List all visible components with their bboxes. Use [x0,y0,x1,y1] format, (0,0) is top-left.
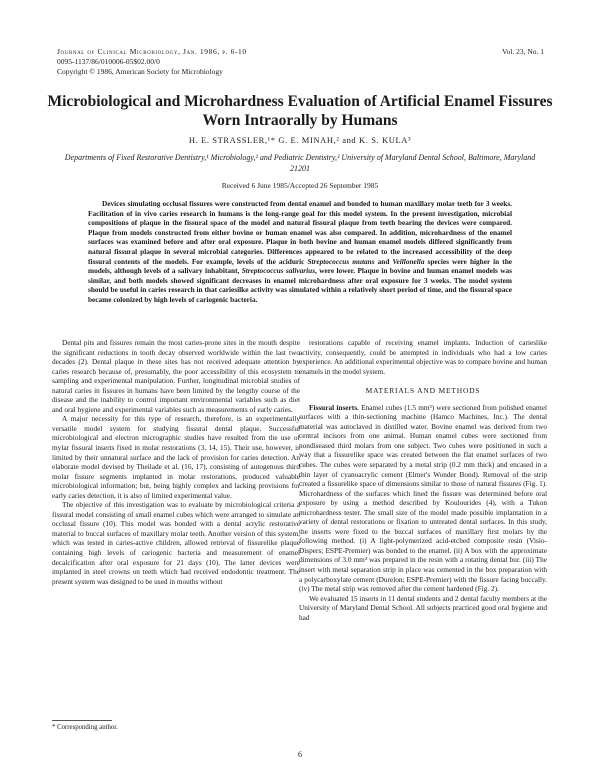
section-heading: MATERIALS AND METHODS [365,386,481,396]
methods-paragraph: Fissural inserts. Enamel cubes (1.5 mm³) were sectioned from polished enamel surfaces with a thin-sectioning machine (Hamco Machines, Inc.). The dental material was autoclaved in distilled water. Bovine enamel was derived from two central incisors from one animal. Human enamel cubes were sectioned from nondiseased third molars from one subject. Two cubes were positioned in such a way that a fissurelike space was created between the flat enamel surfaces of two cubes. The cubes were separated by a metal strip (0.2 mm thick) and encased in a thin layer of cyanoacrylic cement (Elmer's Wonder Bond). Removal of the strip created a fissurelike space of dimensions similar to those of natural fissures (Fig. 1). Microhardness of the surfaces which lined the fissure was determined before oral exposure by using a method described by Koulourides (4), with a Tukon microhardness tester. The small size of the model made possible implantation in a variety of dental restorations or fixation to untreated dental surfaces. In this study, the inserts were fixed to the buccal surfaces of maxillary first molars by the following method. (i) A light-polymerized acid-etched composite resin (Visio-Dispers; ESPE-Premier) was bonded to the enamel. (ii) A box with the approximate dimensions of 3.0 mm³ was prepared in the resin with a rotating dental bur. (iii) The insert with metal separation strip in place was cemented in the box preparation with a polycarboxylate cement (Durelon; ESPE-Premier) with the fissure facing buccally. (iv) The metal strip was removed after the cement hardened (Fig. 2). [299,402,547,594]
journal-header [57,47,247,77]
author-affiliations: Departments of Fixed Restorative Dentistry,¹ Microbiology,² and Pediatric Dentistry,³ University of Maryland Dental School, Baltimore, Maryland 21201 [64,153,536,173]
copyright-line: Copyright © 1986, American Society for Microbiology [57,67,223,76]
body-paragraph: The objective of this investigation was to evaluate by microbiological criteria a fissural model consisting of small enamel cubes which were arranged to simulate an occlusal fissure (10). This model was bonded with a dental acrylic restorative material to buccal surfaces of maxillary molar teeth. Another version of this system, which was tested in caries-active children, allowed retrieval of fissurelike plaque containing high levels of cariogenic bacteria and measurement of enamel decalcification after oral exposure for 21 days (10). The latter devices were implanted in steel crowns on teeth which had received endodontic treatment. The present system was designed to be used in mouths without [52,500,300,586]
species-name: Veillonella [392,256,425,266]
footnote [52,720,300,731]
article-doi: 0095-1137/86/010006-05$02.00/0 [57,57,160,66]
body-paragraph: Dental pits and fissures remain the most caries-prone sites in the mouth despite the significant reductions in tooth decay observed worldwide within the last two decades (2). Dental plaque in these sites has not received adequate attention by caries research because of, presumably, the poor accessibility of this ecosystem to sampling and experimental manipulation. Further, longitudinal microbial studies of natural caries in fissures in humans have been limited by the lengthy course of the disease and the inability to control important environmental variables such as diet and oral hygiene and experimental variables such as measurements of early caries. [52,338,300,414]
body-paragraph: restorations capable of receiving enamel implants. Induction of carieslike activity, consequently, could be attempted in individuals who had a low caries experience. An additional experimental objective was to compare bovine and human enamels in the model system. [299,338,547,376]
body-paragraph: We evaluated 15 inserts in 11 dental students and 2 dental faculty members at the University of Maryland Dental School. All subjects practiced good oral hygiene and had [299,593,547,622]
body-column-right [299,338,547,622]
species-name: Streptococcus salivarius [241,266,316,276]
footnote-rule [52,720,112,721]
received-dates: Received 6 June 1985/Accepted 26 September 1985 [221,181,379,190]
body-paragraph: A major necessity for this type of research, therefore, is an experimentally versatile model system for studying fissural dental plaque. Successful microbiological and electron micrographic studies have resulted from the use of mylar fissural inserts fixed in molar restorations (3, 14, 15). Their use, however, is limited by their unnatural surface and the lack of provision for caries detection. An elaborate model devised by Theilade et al. (16, 17), consisting of autogenous third molar fissure segments implanted in molar restorations, produced valuable microbiological information; but, being highly complex and lacking provisions for early caries detection, it is also of limited experimental value. [52,414,300,500]
author-list: H. E. STRASSLER,¹* G. E. MINAH,² and K. S. KULA³ [188,135,412,145]
body-column-left [52,338,300,586]
journal-citation: Journal of Clinical Microbiology, Jan. 1986, p. 6-10 [57,47,247,56]
species-name: Streptococcus mutans [307,256,375,266]
run-in-heading: Fissural inserts. [309,402,359,412]
abstract: Devices simulating occlusal fissures were constructed from dental enamel and bonded to human maxillary molar teeth for 3 weeks. Facilitation of in vivo caries research in humans is the long-range goal for this model system. In the present investigation, microbial compositions of plaque in the fissural space of the model and natural fissural plaque from teeth bearing the devices were compared. Plaque from models constructed from either bovine or human enamel was also compared. In addition, microhardness of the enamel surfaces was examined before and after oral exposure. Plaque in both bovine and human enamel models differed significantly from natural fissural plaque in several microbial categories. Differences appeared to be related to the increased accessibility of the deep fissural contents of the models. For example, levels of the aciduric Streptococcus mutans and Veillonella species were higher in the models, although levels of a salivary inhabitant, Streptococcus salivarius, were lower. Plaque in bovine and human enamel models was similar, and both models showed significant decreases in enamel microhardness after oral exposure for 3 weeks. The model system should be useful in caries research in that cariesilke activity was simulated within a relatively short period of time, and the fissural space became colonized by high levels of cariogenic bacteria. [88,199,512,304]
article-title: Microbiological and Microhardness Evaluation of Artificial Enamel Fissures Worn Intraorally by Humans [47,93,553,129]
page-number: 6 [298,750,302,759]
volume-number: Vol. 23, No. 1 [502,47,544,56]
footnote-text: * Corresponding author. [52,724,118,731]
